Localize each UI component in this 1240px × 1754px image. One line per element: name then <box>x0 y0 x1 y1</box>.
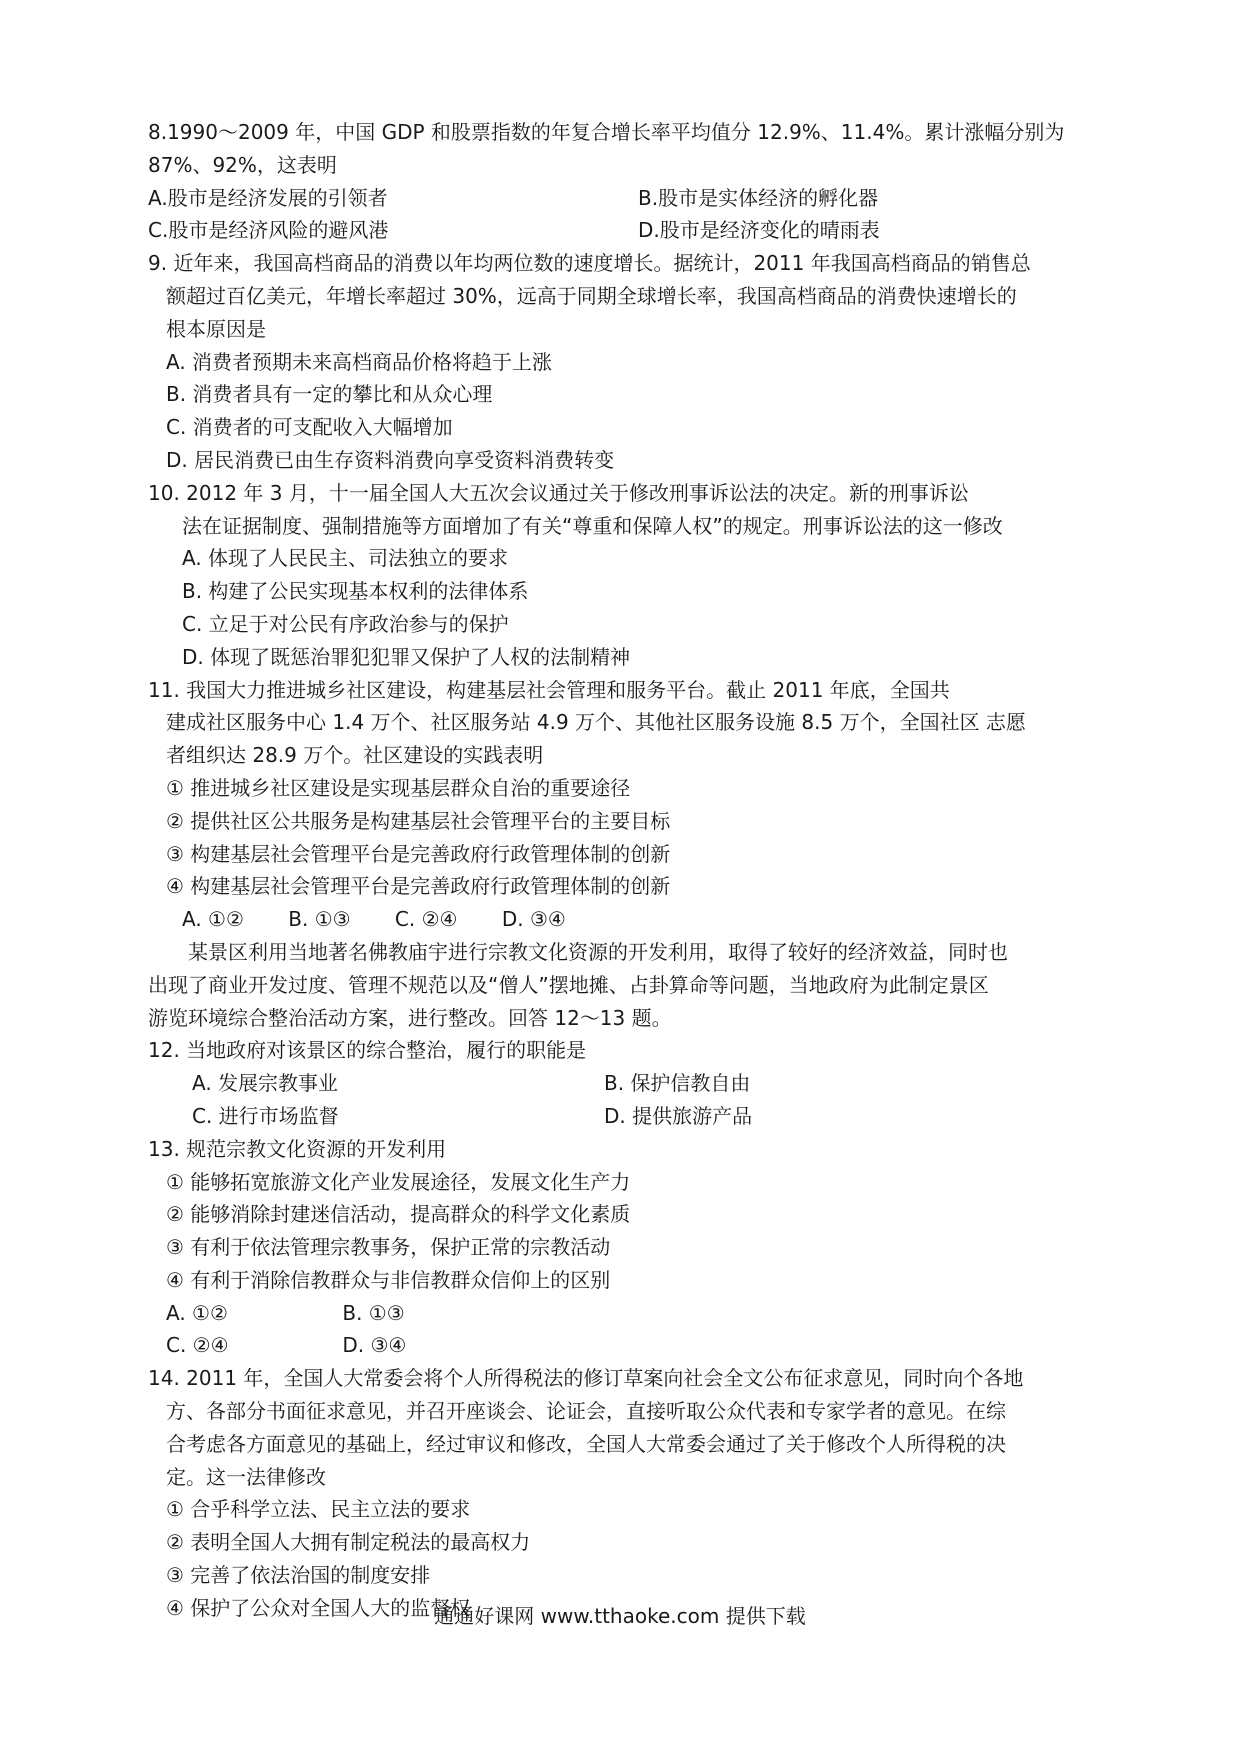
q10-option-c: C. 立足于对公民有序政治参与的保护 <box>182 611 509 636</box>
q9-option-b: B. 消费者具有一定的攀比和从众心理 <box>166 382 493 407</box>
q14-stem-line-2: 方、各部分书面征求意见，并召开座谈会、论证会，直接听取公众代表和专家学者的意见。在综 <box>166 1399 1006 1424</box>
q11-stem-line-2: 建成社区服务中心 1.4 万个、社区服务站 4.9 万个、其他社区服务设施 8.5 万个，全国社区 志愿 <box>166 710 1026 735</box>
q11-item-1: ① 推进城乡社区建设是实现基层群众自治的重要途径 <box>166 775 631 800</box>
q11-option-c: C. ②④ <box>394 907 458 932</box>
q11-options <box>148 903 1098 936</box>
q13-item-4: ④ 有利于消除信教群众与非信教群众信仰上的区别 <box>166 1267 611 1292</box>
q13-option-b: B. ①③ <box>342 1300 405 1325</box>
material-line-2: 出现了商业开发过度、管理不规范以及“僧人”摆地摊、占卦算命等问题，当地政府为此制定景区 <box>148 972 989 997</box>
q9-option-c: C. 消费者的可支配收入大幅增加 <box>166 415 453 440</box>
q10-option-d: D. 体现了既惩治罪犯犯罪又保护了人权的法制精神 <box>182 644 631 669</box>
q12-options-row-1 <box>148 1067 1098 1100</box>
q13-options-row-2 <box>148 1329 1098 1362</box>
q14-item-3: ③ 完善了依法治国的制度安排 <box>166 1563 431 1588</box>
q11-stem-line-1: 11. 我国大力推进城乡社区建设，构建基层社会管理和服务平台。截止 2011 年底，全国共 <box>148 677 950 702</box>
q11-option-b: B. ①③ <box>288 907 351 932</box>
q9-stem-line-2: 额超过百亿美元，年增长率超过 30%，远高于同期全球增长率，我国高档商品的消费快速增长的 <box>166 283 1017 308</box>
q14-stem-line-3: 合考虑各方面意见的基础上，经过审议和修改，全国人大常委会通过了关于修改个人所得税的决 <box>166 1431 1006 1456</box>
q13-option-d: D. ③④ <box>342 1333 407 1358</box>
q14-stem-line-1: 14. 2011 年，全国人大常委会将个人所得税法的修订草案向社会全文公布征求意见，同时向个各地 <box>148 1366 1024 1391</box>
q11-stem-line-3: 者组织达 28.9 万个。社区建设的实践表明 <box>166 743 544 768</box>
q10-option-a: A. 体现了人民民主、司法独立的要求 <box>182 546 509 571</box>
q10-option-b: B. 构建了公民实现基本权利的法律体系 <box>182 579 529 604</box>
q12-option-d: D. 提供旅游产品 <box>604 1103 753 1128</box>
q14-item-1: ① 合乎科学立法、民主立法的要求 <box>166 1497 471 1522</box>
q11-option-d: D. ③④ <box>501 907 566 932</box>
q12-stem: 12. 当地政府对该景区的综合整治，履行的职能是 <box>148 1038 587 1063</box>
material-line-1: 某景区利用当地著名佛教庙宇进行宗教文化资源的开发利用，取得了较好的经济效益，同时也 <box>188 939 1008 964</box>
material-line-3: 游览环境综合整治活动方案，进行整改。回答 12～13 题。 <box>148 1005 672 1030</box>
footer-source: 通通好课网 www.tthaoke.com 提供下载 <box>434 1604 806 1628</box>
q14-stem-line-4: 定。这一法律修改 <box>166 1464 326 1489</box>
q9-option-a: A. 消费者预期未来高档商品价格将趋于上涨 <box>166 349 553 374</box>
q8-stem-line-2: 87%、92%，这表明 <box>148 152 337 177</box>
exam-page <box>148 116 1098 1625</box>
q8-option-c: C.股市是经济风险的避风港 <box>148 218 389 243</box>
q9-stem-line-3: 根本原因是 <box>166 316 266 341</box>
q9-stem-line-1: 9. 近年来，我国高档商品的消费以年均两位数的速度增长。据统计，2011 年我国高档商品的销售总 <box>148 251 1031 276</box>
q10-stem-line-2: 法在证据制度、强制措施等方面增加了有关“尊重和保障人权”的规定。刑事诉讼法的这一修改 <box>182 513 1003 538</box>
q13-options-row-1 <box>148 1297 1098 1330</box>
q13-stem: 13. 规范宗教文化资源的开发利用 <box>148 1136 447 1161</box>
q13-option-a: A. ①② <box>166 1300 228 1325</box>
q12-option-c: C. 进行市场监督 <box>192 1103 339 1128</box>
q8-option-d: D.股市是经济变化的晴雨表 <box>638 218 880 243</box>
q14-item-4: ④ 保护了公众对全国人大的监督权 <box>166 1595 471 1620</box>
q12-options-row-2 <box>148 1100 1098 1133</box>
q11-option-a: A. ①② <box>182 907 244 932</box>
q14-item-2: ② 表明全国人大拥有制定税法的最高权力 <box>166 1530 531 1555</box>
q13-option-c: C. ②④ <box>166 1333 229 1358</box>
q13-item-3: ③ 有利于依法管理宗教事务，保护正常的宗教活动 <box>166 1235 611 1260</box>
q12-option-b: B. 保护信教自由 <box>604 1071 751 1096</box>
q8-option-a: A.股市是经济发展的引领者 <box>148 185 388 210</box>
q11-item-2: ② 提供社区公共服务是构建基层社会管理平台的主要目标 <box>166 808 671 833</box>
q13-item-1: ① 能够拓宽旅游文化产业发展途径，发展文化生产力 <box>166 1169 631 1194</box>
q10-stem-line-1: 10. 2012 年 3 月，十一届全国人大五次会议通过关于修改刑事诉讼法的决定。新的刑事诉讼 <box>148 480 969 505</box>
q9-option-d: D. 居民消费已由生存资料消费向享受资料消费转变 <box>166 447 615 472</box>
q8-stem-line-1: 8.1990～2009 年，中国 GDP 和股票指数的年复合增长率平均值分 12.9%、11.4%。累计涨幅分别为 <box>148 120 1065 144</box>
q12-option-a: A. 发展宗教事业 <box>192 1071 339 1096</box>
q8-options-row-1 <box>148 182 1098 215</box>
q8-options-row-2 <box>148 214 1098 247</box>
q11-item-3: ③ 构建基层社会管理平台是完善政府行政管理体制的创新 <box>166 841 671 866</box>
q8-option-b: B.股市是实体经济的孵化器 <box>638 185 879 210</box>
q11-item-4: ④ 构建基层社会管理平台是完善政府行政管理体制的创新 <box>166 874 671 899</box>
q13-item-2: ② 能够消除封建迷信活动，提高群众的科学文化素质 <box>166 1202 631 1227</box>
